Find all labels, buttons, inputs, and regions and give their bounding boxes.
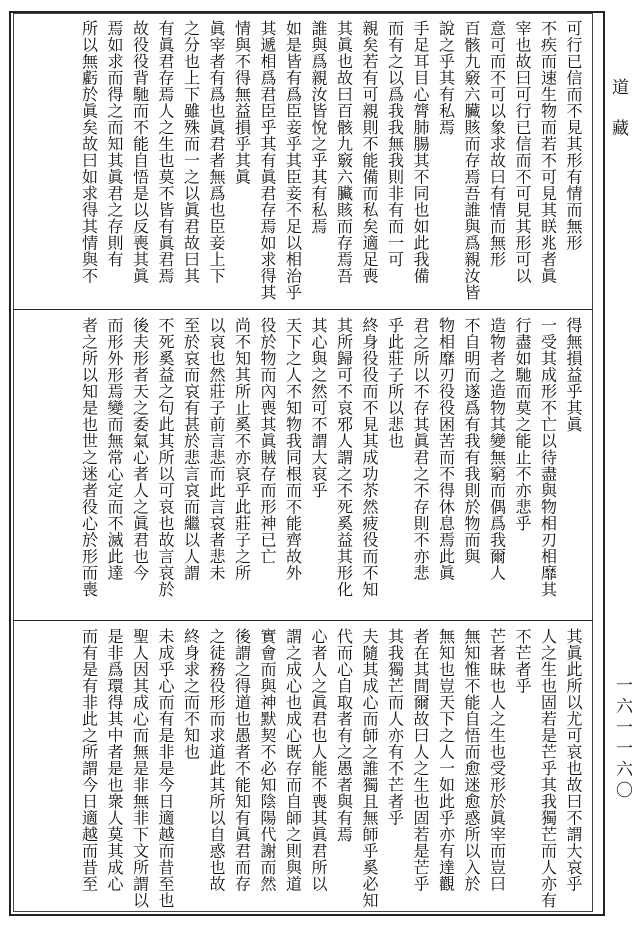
text-column: 終身役役而不見其成功苶然疲役而不知: [360, 317, 379, 598]
text-column: 誰與爲親汝皆悅之乎其有私焉: [309, 20, 328, 235]
text-column: 尚不知其所止奚不亦哀乎此莊子之所: [232, 317, 252, 581]
text-column: 其所歸可不哀邪人謂之不死奚益其形化: [334, 317, 354, 598]
text-column: 未成乎心而有是非是今日適越而昔至也: [156, 628, 175, 909]
text-column: 其眞此所以尤可哀也故曰不謂大哀乎: [564, 628, 583, 892]
text-column: 夫隨其成心而師之誰獨且無師乎奚必知: [360, 628, 379, 909]
text-column: 造物者之造物其變無窮而偶爲我爾人: [487, 317, 507, 581]
text-column: 物相靡刃役役困苦而不得休息焉此眞: [436, 317, 456, 581]
text-column: 以哀也然莊子前言悲而此言哀者悲未: [207, 317, 226, 581]
text-column: 眞宰者有爲也眞君者無爲也臣妾上下: [207, 20, 226, 284]
text-column: 聖人因其成心而無是非無非下文所謂以: [130, 628, 150, 909]
text-column: 者之所以知是也世之迷者役心於形而喪: [79, 317, 99, 598]
text-column: 不疾而速生物而若不可見其眹兆者眞: [538, 20, 558, 284]
text-panel-top: [20, 20, 586, 305]
text-column: 而有是有非此之所謂今日適越而昔至: [79, 628, 99, 892]
text-column: 焉如求而得之而知其眞君之存則有: [105, 20, 124, 268]
panel-divider-2: [13, 620, 593, 621]
text-column: 代而心自取者有之愚者與有焉: [334, 628, 354, 843]
text-column: 不死奚益之句此其所以可哀也故言哀於: [156, 317, 175, 598]
text-column: 而形外形焉變而無常心定而不滅此達: [105, 317, 124, 581]
text-column: 後謂之得道也愚者不能知有眞君而存: [232, 628, 252, 892]
text-column: 說之乎其有私焉: [436, 20, 456, 136]
text-column: 而有之以爲我我無我則非有而一可: [385, 20, 405, 268]
text-column: 心者人之眞君也人能不喪其眞君所以: [309, 628, 328, 892]
panel-divider-1: [13, 309, 593, 310]
text-column: 謂之成心也成心既存而自師之則與道: [283, 628, 303, 892]
text-column: 其眞也故曰百骸九竅六臟賅而存焉吾: [334, 20, 354, 284]
text-column: 手足耳目心膂肺腸其不同也如此我備: [411, 20, 430, 284]
text-column: 其遞相爲君臣乎其有眞君存焉如求得其: [258, 20, 277, 301]
text-column: 之分也上下雖殊而一之以眞君故曰其: [181, 20, 201, 284]
text-column: 不自明而遂爲有我有我則於物而與: [462, 317, 481, 565]
text-column: 者在其間爾故曰人之生也固若是芒乎: [411, 628, 430, 892]
text-column: 所以無虧於眞矣故曰如求得其情與不: [79, 20, 99, 284]
margin-title: 道藏: [608, 78, 628, 160]
text-column: 至於哀而哀有甚於悲言哀而繼以人謂: [181, 317, 201, 581]
text-column: 宰也故曰可行已信而不可見其形可以: [513, 20, 532, 284]
text-column: 其我獨芒而人亦有不芒者乎: [385, 628, 405, 826]
text-column: 可行已信而不見其形有情而無形: [564, 20, 583, 251]
text-column: 是非爲環得其中者是也衆人莫其成心: [105, 628, 124, 892]
text-column: 無知惟不能自悟而愈迷愈惑所以入於: [462, 628, 481, 892]
text-column: 天下之人不知物我同根而不能齊故外: [283, 317, 303, 581]
text-column: 芒者昧也人之生也受形於眞宰而豈曰: [487, 628, 507, 892]
text-column: 實會而與神默契不必知陰陽代謝而然: [258, 628, 277, 892]
text-column: 役於物而內喪其眞賊存而形神已亡: [258, 317, 277, 565]
text-column: 行盡如馳而莫之能止不亦悲乎: [513, 317, 532, 532]
text-column: 後夫形者天之委氣心者人之眞君也今: [130, 317, 150, 581]
text-panel-middle: [20, 317, 586, 613]
text-column: 無知也豈天下之人一如此乎亦有達觀: [436, 628, 456, 892]
text-column: 親矣若有可親則不能備而私矣適足喪: [360, 20, 379, 284]
text-column: 有眞君存焉人之生也莫不皆有眞君焉: [156, 20, 175, 284]
text-column: 情與不得無益損乎其眞: [232, 20, 252, 185]
text-column: 意可而不可以象求故曰有情而無形: [487, 20, 507, 268]
text-column: 君之所以不存其眞君之不存則不亦悲: [411, 317, 430, 581]
text-column: 得無損益乎其眞: [564, 317, 583, 433]
text-column: 不芒者乎: [513, 628, 532, 694]
page-number: 一六一一六〇: [612, 676, 632, 802]
text-panel-bottom: [20, 628, 586, 910]
text-column: 之徒務役形而求道此其所以自惑也故: [207, 628, 226, 892]
text-column: 終身求之而不知也: [181, 628, 201, 760]
text-column: 如是皆有爲臣妾乎其臣妾不足以相治乎: [283, 20, 303, 301]
text-column: 乎此莊子所以悲也: [385, 317, 405, 449]
text-column: 其心與之然可不謂大哀乎: [309, 317, 328, 499]
text-column: 一受其成形不亡以待盡與物相刃相靡其: [538, 317, 558, 598]
text-column: 故役役背馳而不能自悟是以反喪其眞: [130, 20, 150, 284]
text-column: 人之生也固若是芒乎其我獨芒而人亦有: [538, 628, 558, 909]
text-column: 百骸九竅六臟賅而存焉吾誰與爲親汝皆: [462, 20, 481, 301]
